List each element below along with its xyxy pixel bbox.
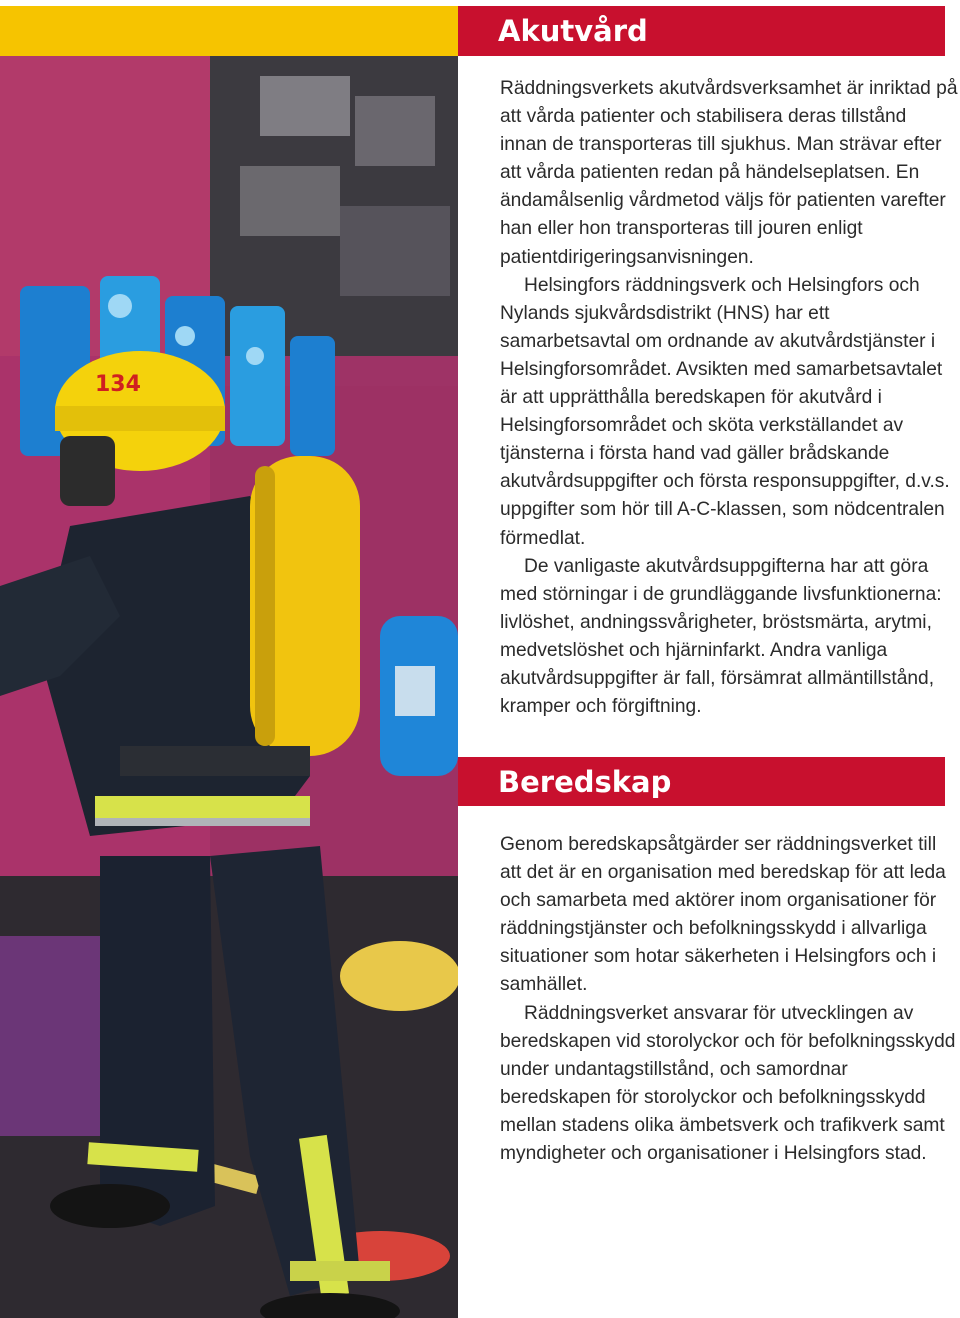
paragraph: Genom beredskapsåtgärder ser räddningsverket till att det är en organisation med beredskap för att leda och samarbeta med aktörer inom organisationer för räddningstjänster och befolkningsskydd i allvarliga situationer som hotar säkerheten i Helsingfors och i samhället. xyxy=(500,834,946,996)
yellow-header-band xyxy=(0,6,458,56)
paragraph: De vanligaste akutvårdsuppgifterna har att göra med störningar i de grundläggande livsfunktionerna: livlöshet, andningssvårigheter, bröstsmärta, arytmi, medvetslöshet och hjärninfarkt. Andra vanliga akutvårdsuppgifter är fall, försämrat allmäntillstånd, kramper och förgiftning. xyxy=(500,555,942,718)
section-heading-akutvard xyxy=(458,6,945,56)
section-heading-beredskap xyxy=(458,757,945,806)
heading-text: Beredskap xyxy=(498,764,672,799)
paragraph: Helsingfors räddningsverk och Helsingfors och Nylands sjukvårdsdistrikt (HNS) har ett samarbetsavtal om ordnande av akutvårdstjänster i Helsingforsområdet. Avsikten med samarbetsavtalet är att upprätthålla beredskapen för akutvård i Helsingforsområdet och sköta verkställandet av tjänsterna i första hand vad gäller brådskande akutvårdsuppgifter och första responsuppgifter, d.v.s. uppgifter som hör till A-C-klassen, som nödcentralen förmedlat. xyxy=(500,274,950,549)
akutvard-body xyxy=(500,75,958,721)
heading-text: Akutvård xyxy=(498,14,648,48)
paragraph: Räddningsverkets akutvårdsverksamhet är inriktad på att vårda patienter och stabilisera deras tillstånd innan de transporteras till sjukhus. Man strävar efter att vårda patienten redan på händelseplatsen. En ändamålsenlig vårdmetod väljs för patienten varefter han eller hon transporteras till jouren enligt patientdirigeringsanvisningen. xyxy=(500,78,958,268)
beredskap-body xyxy=(500,831,958,1168)
paragraph: Räddningsverket ansvarar för utvecklingen av beredskapen vid storolyckor och för befolkningsskydd under undantagstillstånd, och samordnar beredskapen för storolyckor och befolkningsskydd mellan stadens olika ämbetsverk och trafikverk samt myndigheter och organisationer i Helsingfors stad. xyxy=(500,1002,956,1165)
firefighter-photo xyxy=(0,56,458,1318)
helmet-number: 134 xyxy=(95,372,141,397)
